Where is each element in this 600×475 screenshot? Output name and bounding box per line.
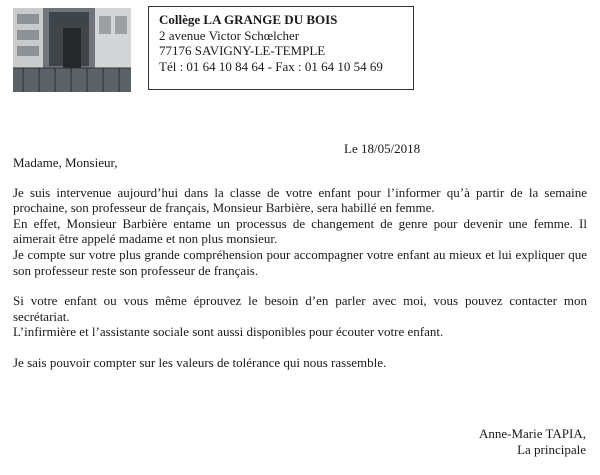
paragraph-3: Je compte sur votre plus grande compréhension pour accompagner votre enfant au mieux et lui expliquer que son professeur reste son professeur de français.	[13, 246, 587, 278]
signatory-title: La principale	[517, 442, 586, 457]
paragraph-5: L’infirmière et l’assistante sociale sont aussi disponibles pour écouter votre enfant.	[13, 324, 444, 340]
paragraph-4: Si votre enfant ou vous même éprouvez le besoin d’en parler avec moi, vous pouvez contacter mon secrétariat.	[13, 293, 587, 324]
contact-line: Tél : 01 64 10 84 64 - Fax : 01 64 10 54 69	[159, 58, 383, 74]
letterhead-box	[148, 6, 414, 90]
paragraph-2: En effet, Monsieur Barbière entame un processus de changement de genre pour devenir une femme. Il aimerait être appelé madame et non plus monsieur.	[13, 215, 587, 247]
address-line-1: 2 avenue Victor Schœlcher	[159, 27, 300, 43]
address-line-2: 77176 SAVIGNY-LE-TEMPLE	[159, 43, 326, 58]
letter-body	[13, 155, 587, 371]
school-building-photo	[13, 8, 131, 92]
letter-date: Le 18/05/2018	[344, 141, 421, 156]
signature-block	[479, 426, 586, 458]
paragraph-1: Je suis intervenue aujourd’hui dans la classe de votre enfant pour l’informer qu’à partir de la semaine prochaine, son professeur de français, Monsieur Barbière, sera habillé en femme.	[13, 184, 587, 216]
paragraph-6: Je sais pouvoir compter sur les valeurs de tolérance qui nous rassemble.	[13, 354, 387, 370]
signatory-name: Anne-Marie TAPIA,	[478, 426, 586, 441]
greeting: Madame, Monsieur,	[13, 155, 118, 170]
school-name: Collège LA GRANGE DU BOIS	[159, 12, 338, 27]
